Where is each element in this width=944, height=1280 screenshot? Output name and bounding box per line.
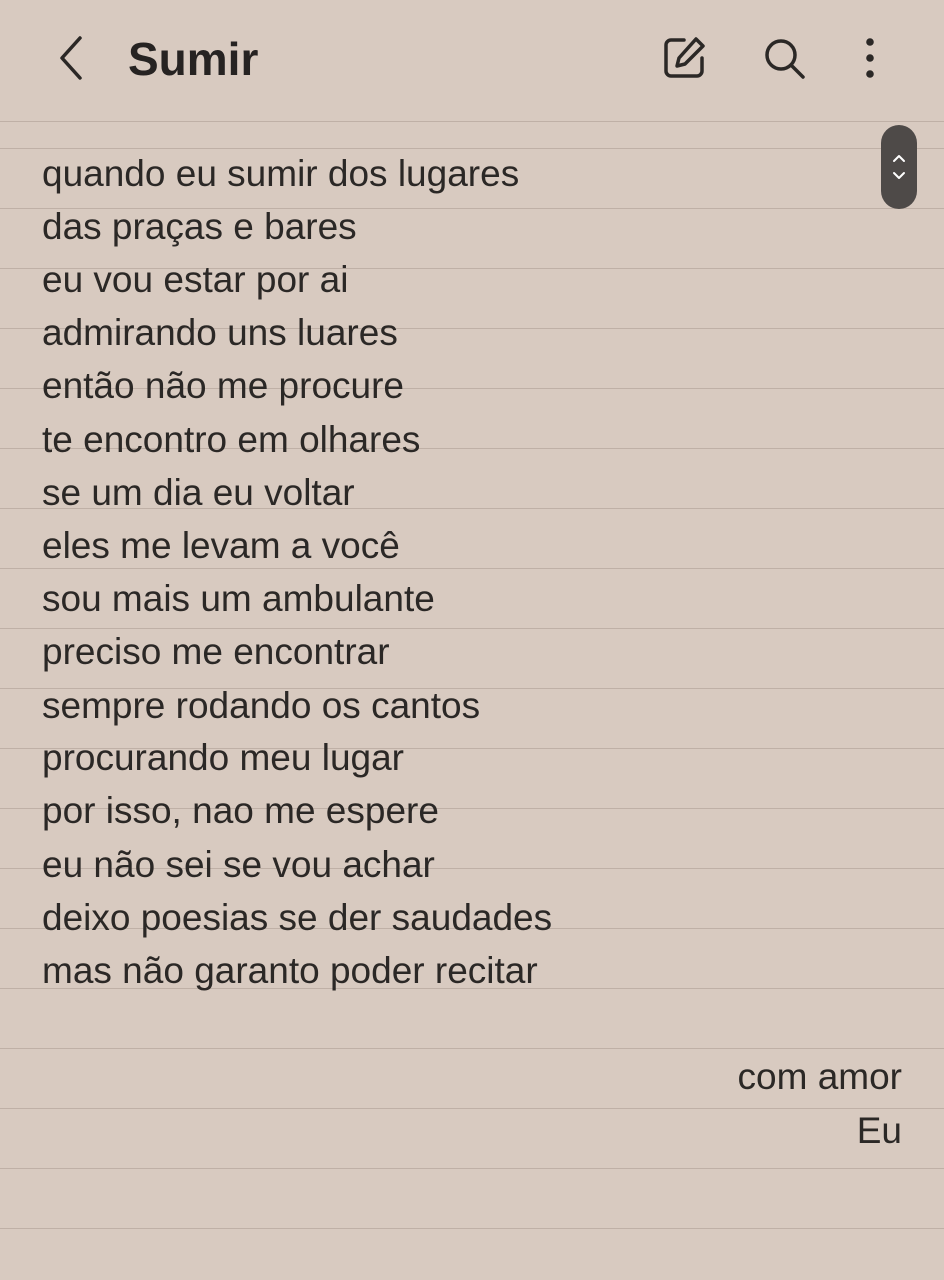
ruled-line — [0, 148, 944, 149]
chevron-left-icon — [55, 33, 89, 83]
note-line: eu não sei se vou achar — [42, 844, 435, 885]
signature-line: com amor — [737, 1056, 902, 1097]
note-line: então não me procure — [42, 365, 405, 406]
more-vertical-icon — [862, 34, 878, 82]
note-line: eu vou estar por ai — [42, 259, 349, 300]
edit-button[interactable] — [656, 30, 712, 86]
note-line: das praças e bares — [42, 206, 357, 247]
ruled-line — [0, 628, 944, 629]
ruled-line — [0, 1168, 944, 1169]
app-header — [0, 0, 944, 118]
note-line: se um dia eu voltar — [42, 472, 355, 513]
note-line: procurando meu lugar — [42, 737, 404, 778]
page-title: Sumir — [128, 33, 259, 85]
note-line: admirando uns luares — [42, 312, 398, 353]
signature-line: Eu — [856, 1110, 902, 1151]
note-line: eles me levam a você — [42, 525, 400, 566]
ruled-line — [0, 1108, 944, 1109]
note-line: preciso me encontrar — [42, 631, 390, 672]
fast-scroll-handle[interactable] — [881, 125, 917, 209]
back-button[interactable] — [44, 28, 100, 88]
note-line: te encontro em olhares — [42, 419, 421, 460]
edit-icon — [660, 34, 708, 82]
note-line: mas não garanto poder recitar — [42, 950, 538, 991]
note-line: por isso, nao me espere — [42, 790, 439, 831]
note-line: quando eu sumir dos lugares — [42, 153, 520, 194]
note-line: sempre rodando os cantos — [42, 685, 481, 726]
ruled-line — [0, 1228, 944, 1229]
search-button[interactable] — [756, 30, 812, 86]
chevron-up-icon — [891, 152, 907, 164]
ruled-line — [0, 1048, 944, 1049]
more-options-button[interactable] — [842, 30, 898, 86]
note-line: sou mais um ambulante — [42, 578, 435, 619]
note-line: deixo poesias se der saudades — [42, 897, 553, 938]
search-icon — [760, 34, 808, 82]
chevron-down-icon — [891, 170, 907, 182]
ruled-line — [0, 121, 944, 122]
ruled-line — [0, 568, 944, 569]
